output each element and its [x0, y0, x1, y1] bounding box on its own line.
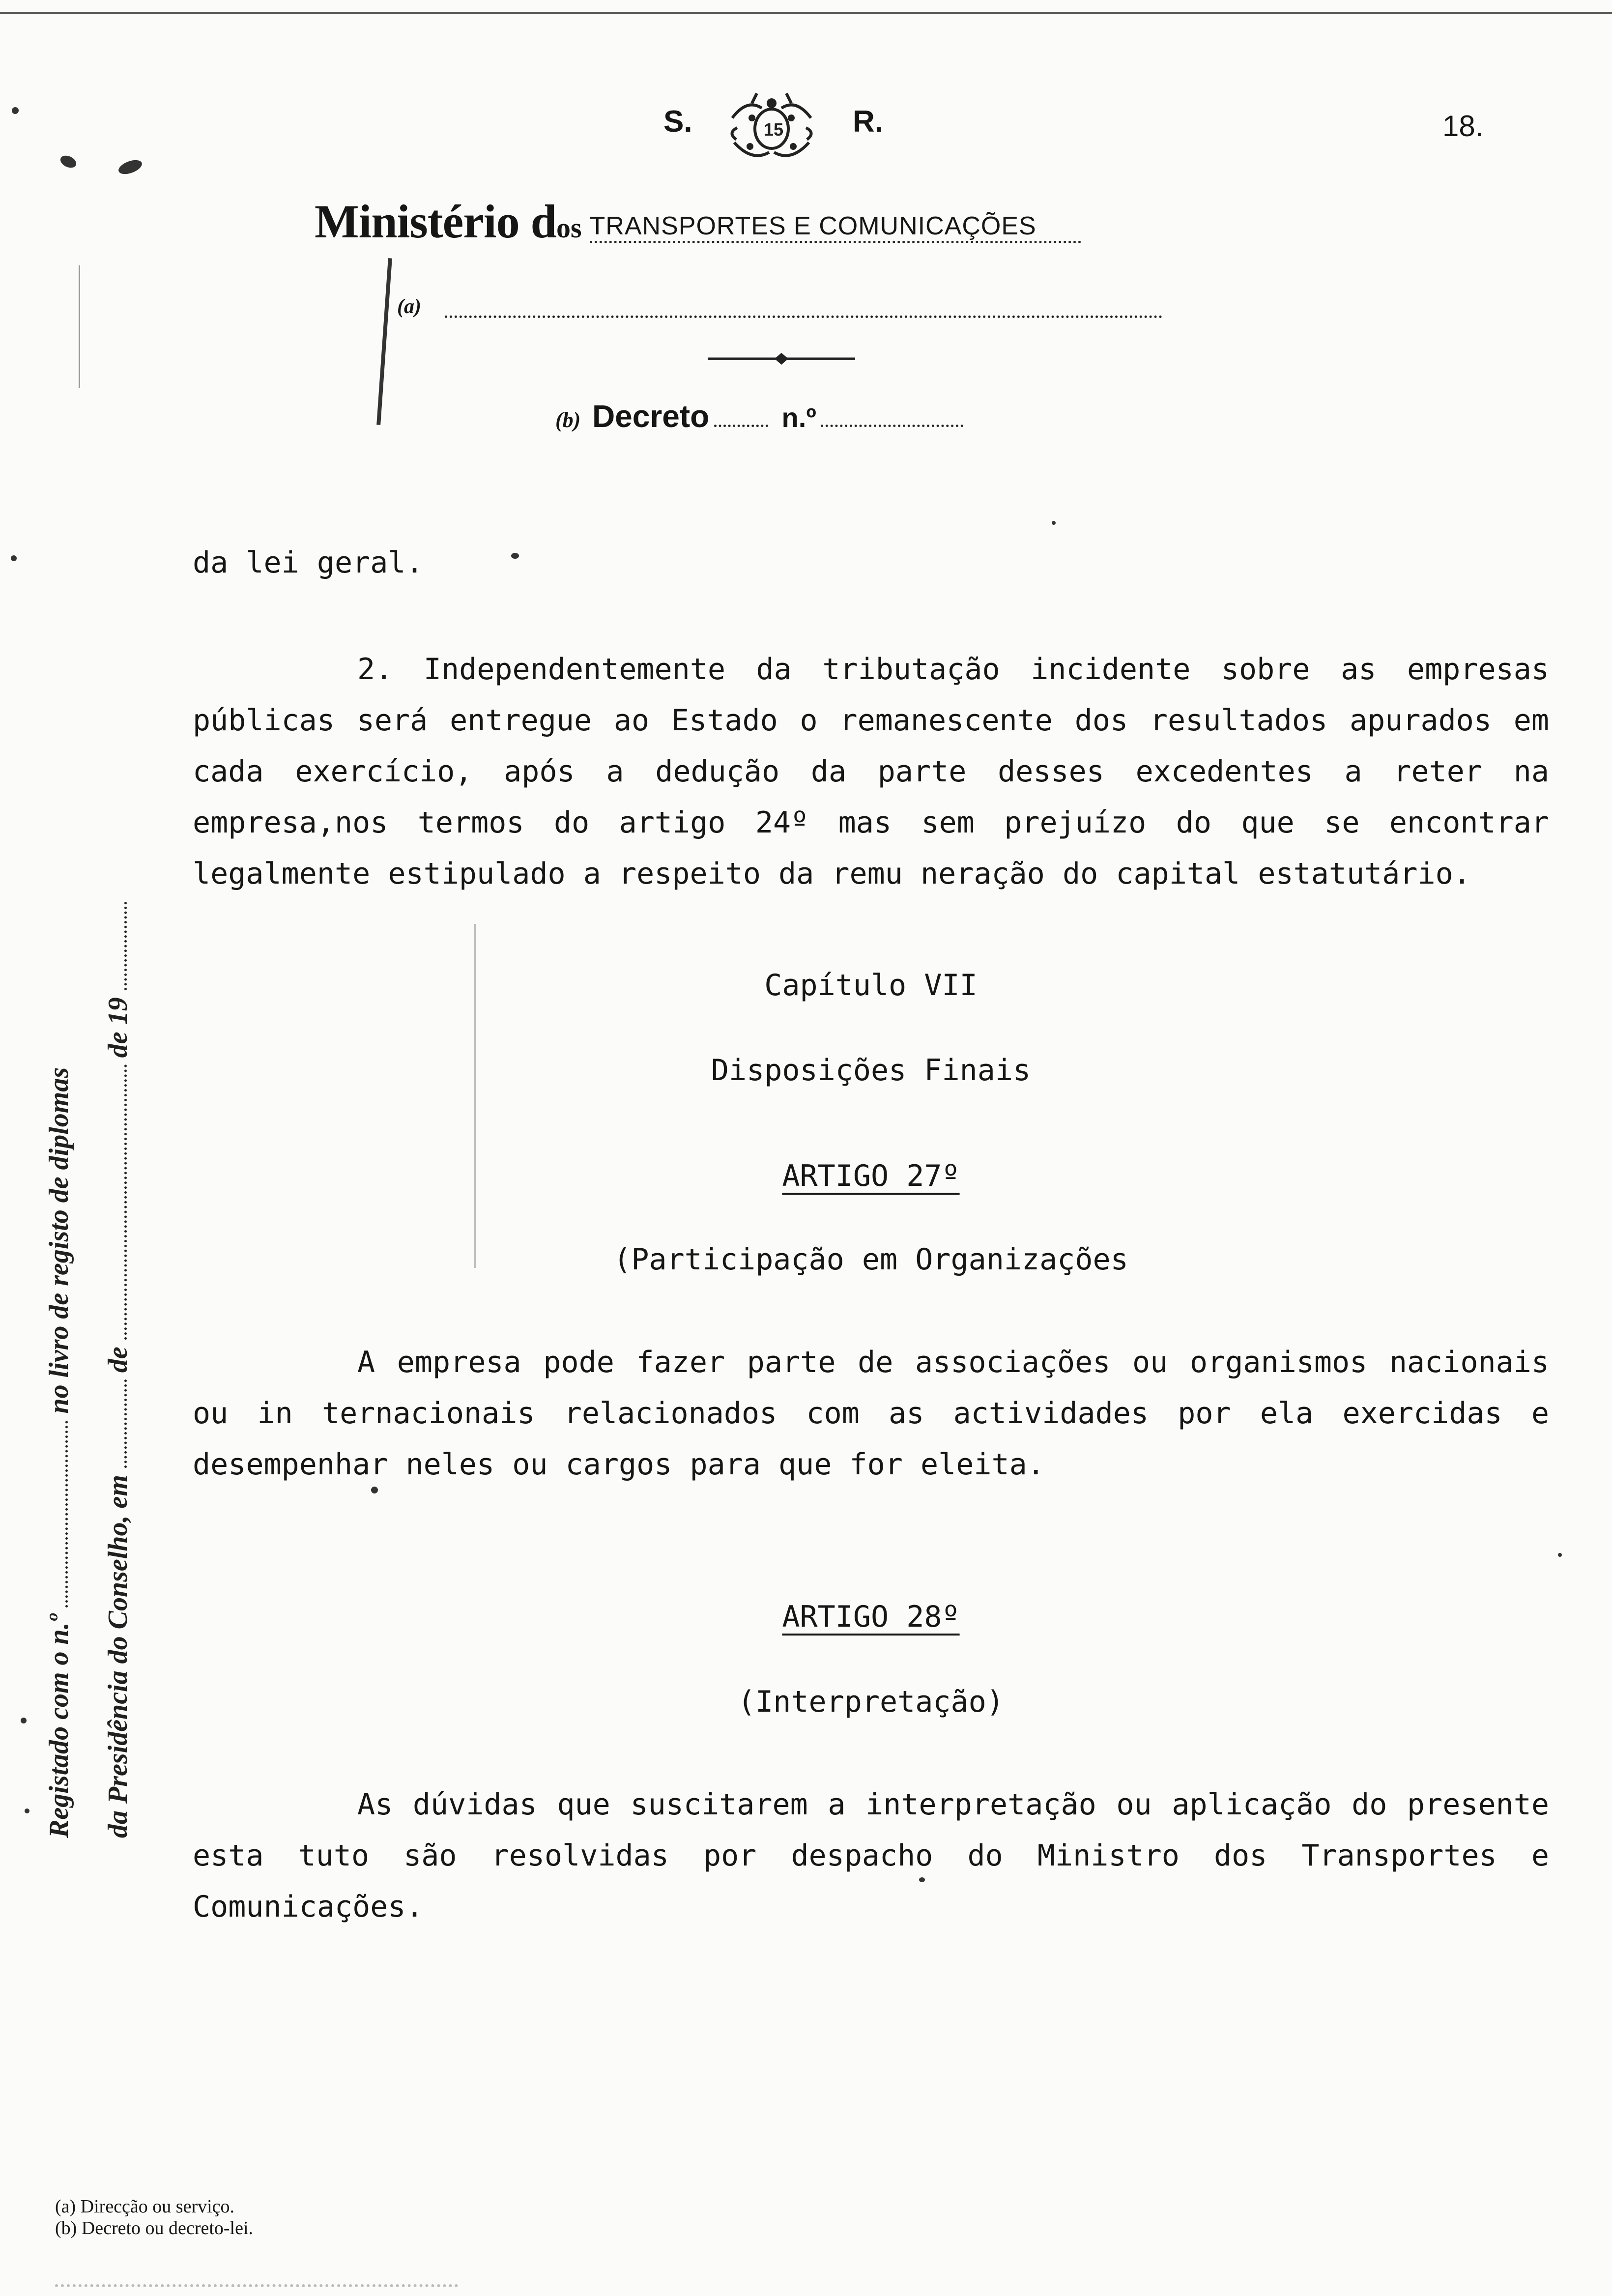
decreto-label: Decreto [592, 399, 710, 434]
scan-speck [58, 153, 78, 170]
field-a-line [445, 301, 1162, 318]
scan-speck [919, 1877, 925, 1882]
coat-of-arms-seal-icon [722, 88, 821, 167]
scan-speck [511, 553, 519, 559]
header-vertical-stroke [376, 258, 392, 425]
article-28-subtitle: (Interpretação) [738, 1685, 1004, 1719]
chapter-subtitle: Disposições Finais [711, 1053, 1031, 1088]
footnote-b: (b) Decreto ou decreto-lei. [55, 2218, 254, 2239]
scan-speck [116, 157, 144, 177]
svg-text:15: 15 [764, 119, 784, 140]
ministry-line [315, 194, 1248, 248]
article-28-title: ARTIGO 28º [782, 1600, 960, 1634]
seal-right-letter: R. [853, 105, 883, 139]
scan-speck [371, 1487, 378, 1493]
decreto-marker: (b) [555, 408, 581, 432]
ministry-name: TRANSPORTES E COMUNICAÇÕES [589, 212, 1036, 240]
scan-edge-mark [79, 265, 80, 388]
scan-speck [12, 107, 19, 114]
article-27-subtitle: (Participação em Organizações [613, 1242, 1128, 1277]
ministry-os: os [556, 212, 582, 244]
decreto-line [555, 398, 963, 437]
chapter-title: Capítulo VII [764, 968, 978, 1003]
print-reference-smudge [55, 2275, 458, 2287]
top-border-rule [0, 12, 1612, 14]
decreto-number-field [821, 425, 963, 427]
paragraph-2: 2. Independentemente da tributação incidente sobre as empresas públicas será entregue ao Estado o remanescente dos resultados apurados em cada exercício, após a dedução da parte desses excedentes a reter na empresa,nos termos do artigo 24º mas sem prejuízo do que se encontrar legalmente estipulado a respeito da remu neração do capital estatutário. [193, 652, 1549, 891]
scan-edge-mark [474, 924, 476, 1268]
decreto-type-field [714, 425, 768, 427]
page-number: 18. [1442, 110, 1484, 143]
article-27-title: ARTIGO 27º [782, 1159, 960, 1193]
ministry-prefix: Ministério d [315, 195, 556, 248]
field-a-label: (a) [397, 295, 421, 318]
footnotes [55, 2196, 253, 2239]
scan-speck [11, 555, 17, 561]
divider-diamond-ornament [708, 349, 855, 369]
seal-left-letter: S. [663, 105, 692, 139]
article-28-text: As dúvidas que suscitarem a interpretação ou aplicação do presente esta tuto são resolvidas por despacho do Ministro dos Transportes e Comunicações. [193, 1787, 1549, 1924]
scan-speck [25, 1808, 29, 1813]
scan-speck [1052, 521, 1056, 525]
footnote-a: (a) Direcção ou serviço. [55, 2196, 235, 2217]
margin-note-line-2: da Presidência do Conselho, em de de 19 [88, 462, 147, 1838]
scan-speck [1558, 1553, 1562, 1557]
ministry-name-field [590, 211, 1081, 243]
margin-note-line-1: Registado com o n.º no livro de registo de diplomas [44, 1067, 74, 1838]
opening-fragment: da lei geral. [193, 545, 424, 580]
margin-registration-note [29, 462, 147, 1838]
numero-label: n.º [781, 402, 816, 433]
scan-speck [21, 1718, 27, 1723]
article-27-text: A empresa pode fazer parte de associações ou organismos nacionais ou in ternacionais relacionados com as actividades por ela exercidas e desempenhar neles ou cargos para que for eleita. [193, 1345, 1549, 1482]
